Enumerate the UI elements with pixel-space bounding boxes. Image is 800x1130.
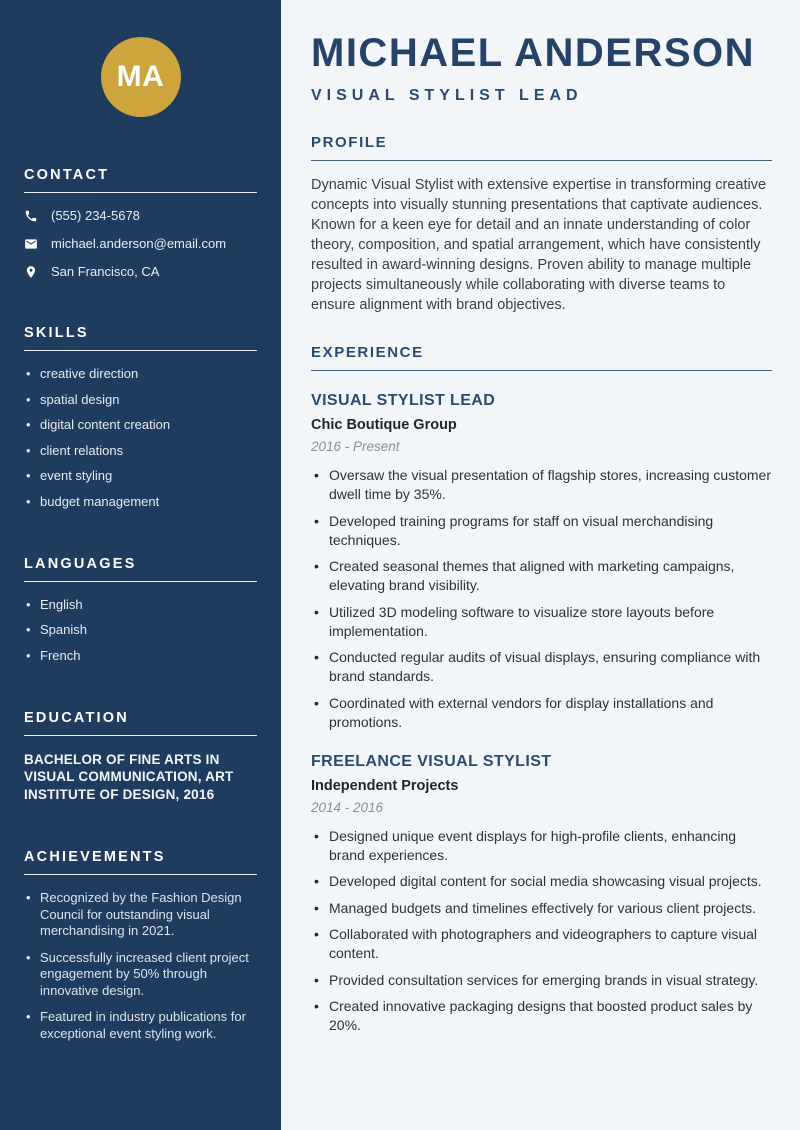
- job-bullets: [311, 827, 772, 1036]
- skill-item: • creative direction: [24, 366, 257, 382]
- skills-list: [24, 366, 257, 510]
- job-bullet: • Conducted regular audits of visual displays, ensuring compliance with brand standards.: [311, 648, 772, 686]
- education-text: BACHELOR OF FINE ARTS IN VISUAL COMMUNICATION, ART INSTITUTE OF DESIGN, 2016: [24, 751, 234, 802]
- contact-section: [24, 167, 257, 279]
- skill-item: • budget management: [24, 494, 257, 510]
- job-company: Independent Projects: [311, 777, 459, 794]
- job-bullet: • Collaborated with photographers and videographers to capture visual content.: [311, 925, 772, 963]
- job-bullets: [311, 466, 772, 732]
- contact-phone: [24, 208, 257, 223]
- job-bullet: • Developed training programs for staff on visual merchandising techniques.: [311, 512, 772, 550]
- education-heading: EDUCATION: [24, 710, 257, 736]
- skills-heading: SKILLS: [24, 325, 257, 351]
- job-company: Chic Boutique Group: [311, 417, 457, 433]
- achievement-item: • Successfully increased client project engagement by 50% through innovative design.: [24, 950, 257, 1000]
- location-icon: [24, 265, 38, 279]
- job-dates: 2014 - 2016: [311, 799, 384, 815]
- achievement-item: • Featured in industry publications for exceptional event styling work.: [24, 1009, 257, 1042]
- language-item: • Spanish: [24, 622, 257, 638]
- person-title: VISUAL STYLIST LEAD: [311, 87, 583, 104]
- resume-main: [281, 0, 800, 1130]
- languages-section: [24, 556, 257, 664]
- job-bullet: • Oversaw the visual presentation of flagship stores, increasing customer dwell time by 35%.: [311, 466, 772, 504]
- contact-phone-text: (555) 234-5678: [51, 208, 140, 223]
- job-bullet: • Created innovative packaging designs that boosted product sales by 20%.: [311, 997, 772, 1035]
- job-bullet: • Managed budgets and timelines effectively for various client projects.: [311, 899, 772, 918]
- skill-item: • spatial design: [24, 392, 257, 408]
- email-icon: [24, 237, 38, 251]
- phone-icon: [24, 209, 38, 223]
- contact-email-text: michael.anderson@email.com: [51, 236, 227, 251]
- experience-heading: EXPERIENCE: [311, 344, 772, 371]
- job-dates: 2016 - Present: [311, 439, 400, 454]
- profile-heading: PROFILE: [311, 134, 772, 161]
- contact-location-text: San Francisco, CA: [51, 264, 160, 279]
- language-item: • English: [24, 597, 257, 613]
- profile-text: Dynamic Visual Stylist with extensive expertise in transforming creative concepts into visually stunning presentations that captivate audiences. Known for a keen eye for detail and an innate understanding of color theory, composition, and spatial arrangement, which have consistently resulted in award-winning designs. Proven ability to manage multiple projects simultaneously while collaborating with diverse teams to ensure alignment with brand objectives.: [311, 177, 767, 313]
- experience-job-1: [311, 392, 772, 732]
- achievements-list: [24, 890, 257, 1042]
- skill-item: • digital content creation: [24, 417, 257, 433]
- achievements-heading: ACHIEVEMENTS: [24, 849, 257, 875]
- job-bullet: • Created seasonal themes that aligned with marketing campaigns, elevating brand visibility.: [311, 557, 772, 595]
- contact-heading: CONTACT: [24, 167, 257, 193]
- contact-location: [24, 264, 257, 279]
- job-bullet: • Coordinated with external vendors for display installations and promotions.: [311, 694, 772, 732]
- languages-heading: LANGUAGES: [24, 556, 257, 582]
- languages-list: [24, 597, 257, 664]
- skill-item: • event styling: [24, 468, 257, 484]
- person-name: MICHAEL ANDERSON: [311, 31, 756, 75]
- experience-job-2: [311, 753, 772, 1036]
- job-title: VISUAL STYLIST LEAD: [311, 392, 496, 409]
- sidebar: [0, 0, 281, 1130]
- job-bullet: • Utilized 3D modeling software to visualize store layouts before implementation.: [311, 603, 772, 641]
- achievements-section: [24, 849, 257, 1042]
- avatar: MA: [101, 37, 181, 117]
- job-bullet: • Provided consultation services for emerging brands in visual strategy.: [311, 971, 772, 990]
- skills-section: [24, 325, 257, 510]
- education-section: [24, 710, 257, 804]
- achievement-item: • Recognized by the Fashion Design Council for outstanding visual merchandising in 2021.: [24, 890, 257, 940]
- contact-email: [24, 236, 257, 251]
- language-item: • French: [24, 648, 257, 664]
- job-title: FREELANCE VISUAL STYLIST: [311, 752, 552, 770]
- skill-item: • client relations: [24, 443, 257, 459]
- job-bullet: • Designed unique event displays for high-profile clients, enhancing brand experiences.: [311, 827, 772, 865]
- job-bullet: • Developed digital content for social media showcasing visual projects.: [311, 872, 772, 891]
